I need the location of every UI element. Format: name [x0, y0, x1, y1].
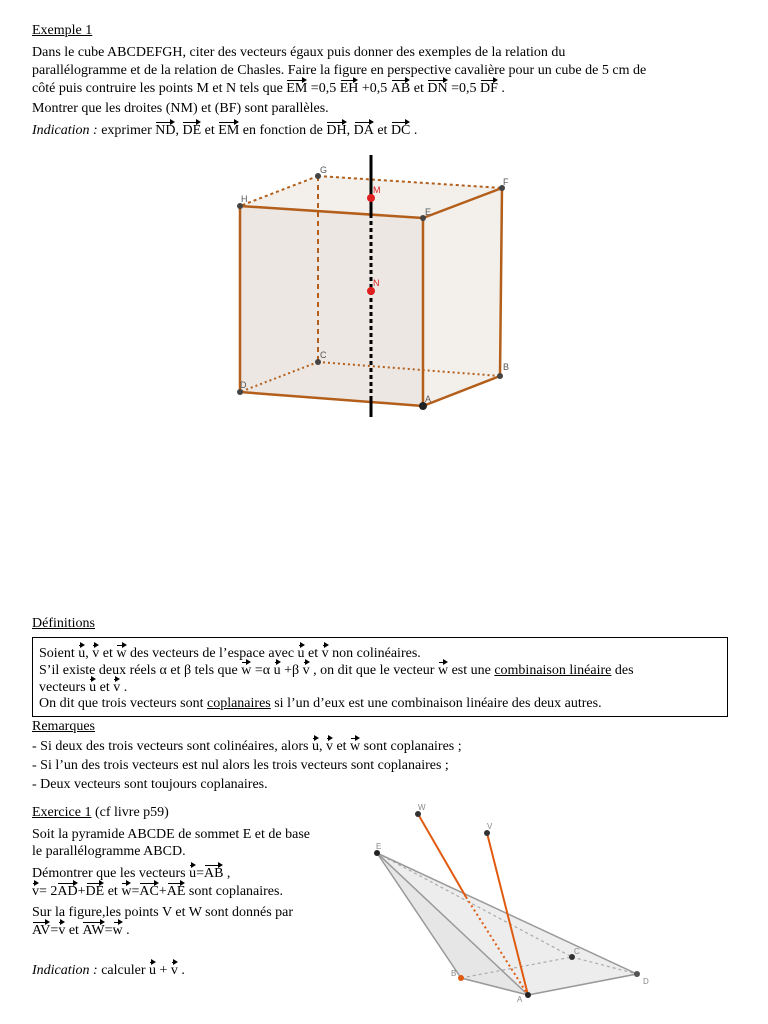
- exercise-title: Exercice 1 (cf livre p59): [32, 805, 169, 820]
- exercise-line-1: Soit la pyramide ABCDE de sommet E et de base: [32, 827, 311, 842]
- exercise-line-2: le parallélogramme ABCD.: [32, 844, 186, 859]
- definitions-box: [32, 637, 728, 717]
- label-D: D: [240, 380, 247, 390]
- label-E: E: [425, 207, 432, 217]
- exercise-line-6: AV=v et AW=w .: [32, 923, 130, 938]
- point-A: [525, 992, 531, 998]
- cube-figure: [0, 0, 768, 440]
- point-N: [367, 287, 375, 295]
- term-combinaison-lineaire: combinaison linéaire: [494, 663, 612, 678]
- label-A: A: [425, 394, 432, 404]
- vector-EH: EH: [339, 81, 359, 96]
- label-G: G: [320, 165, 328, 175]
- vector-DF: DF: [479, 81, 498, 96]
- vector-DE: DE: [182, 123, 202, 138]
- definition-line-4: On dit que trois vecteurs sont coplanaires si l’un d’eux est une combinaison linéaire des deux autres.: [39, 696, 602, 711]
- exercise-indication: Indication : calculer u + v .: [32, 963, 185, 978]
- example-title: Exemple 1: [32, 23, 93, 38]
- example-text-line-2: parallélogramme et de la relation de Chasles. Faire la figure en perspective cavalière pour un cube de 5 cm de: [32, 63, 647, 78]
- vector-DN: DN: [427, 81, 448, 96]
- term-coplanaires: coplanaires: [206, 696, 271, 711]
- remark-3: - Deux vecteurs sont toujours coplanaires.: [32, 777, 268, 792]
- label-D: D: [643, 977, 649, 986]
- label-A: A: [517, 995, 523, 1004]
- vector-EM: EM: [286, 81, 308, 96]
- example-text-line-1: Dans le cube ABCDEFGH, citer des vecteurs égaux puis donner des exemples de la relation du: [32, 45, 566, 60]
- exercise-line-5: Sur la figure,les points V et W sont donnés par: [32, 905, 294, 920]
- definition-line-2: S’il existe deux réels α et β tels que w =α u +β v , on dit que le vecteur w est une combinaison linéaire des: [39, 663, 634, 678]
- example-indication: Indication : exprimer ND, DE et EM en fonction de DH, DA et DC .: [32, 123, 418, 138]
- point-D: [634, 971, 640, 977]
- pyramid-figure: [0, 790, 768, 1024]
- cube-front-face: [240, 206, 423, 406]
- vector-DH: DH: [326, 123, 347, 138]
- label-M: M: [373, 185, 381, 195]
- label-F: F: [503, 177, 509, 187]
- vector-DA: DA: [353, 123, 374, 138]
- remark-2: - Si l’un des trois vecteurs est nul alors les trois vecteurs sont coplanaires ;: [32, 758, 449, 773]
- definitions-title: Définitions: [32, 616, 95, 631]
- point-B: [497, 373, 503, 379]
- label-V: V: [487, 822, 493, 831]
- label-W: W: [418, 803, 426, 812]
- label-C: C: [574, 947, 580, 956]
- point-B: [458, 975, 464, 981]
- definition-line-1: Soient u, v et w des vecteurs de l’espace avec u et v non colinéaires.: [39, 646, 421, 661]
- vector-EM-2: EM: [218, 123, 240, 138]
- label-B: B: [503, 362, 510, 372]
- example-text-line-3: côté puis contruire les points M et N tels que EM =0,5 EH +0,5 AB et DN =0,5 DF .: [32, 81, 505, 96]
- label-N: N: [373, 278, 380, 288]
- vector-ND: ND: [155, 123, 176, 138]
- label-E: E: [376, 842, 382, 851]
- remark-1: - Si deux des trois vecteurs sont colinéaires, alors u, v et w sont coplanaires ;: [32, 739, 462, 754]
- example-text-line-4: Montrer que les droites (NM) et (BF) sont parallèles.: [32, 101, 329, 116]
- vector-DC: DC: [390, 123, 411, 138]
- exercise-line-3: Démontrer que les vecteurs u=AB ,: [32, 866, 231, 881]
- label-C: C: [320, 350, 327, 360]
- point-M: [367, 194, 375, 202]
- remarks-title: Remarques: [32, 719, 95, 734]
- definition-line-3: vecteurs u et v .: [39, 680, 128, 695]
- exercise-line-4: v= 2AD+DE et w=AC+AE sont coplanaires.: [32, 884, 283, 899]
- vector-AB: AB: [390, 81, 411, 96]
- label-B: B: [451, 969, 457, 978]
- label-H: H: [241, 194, 248, 204]
